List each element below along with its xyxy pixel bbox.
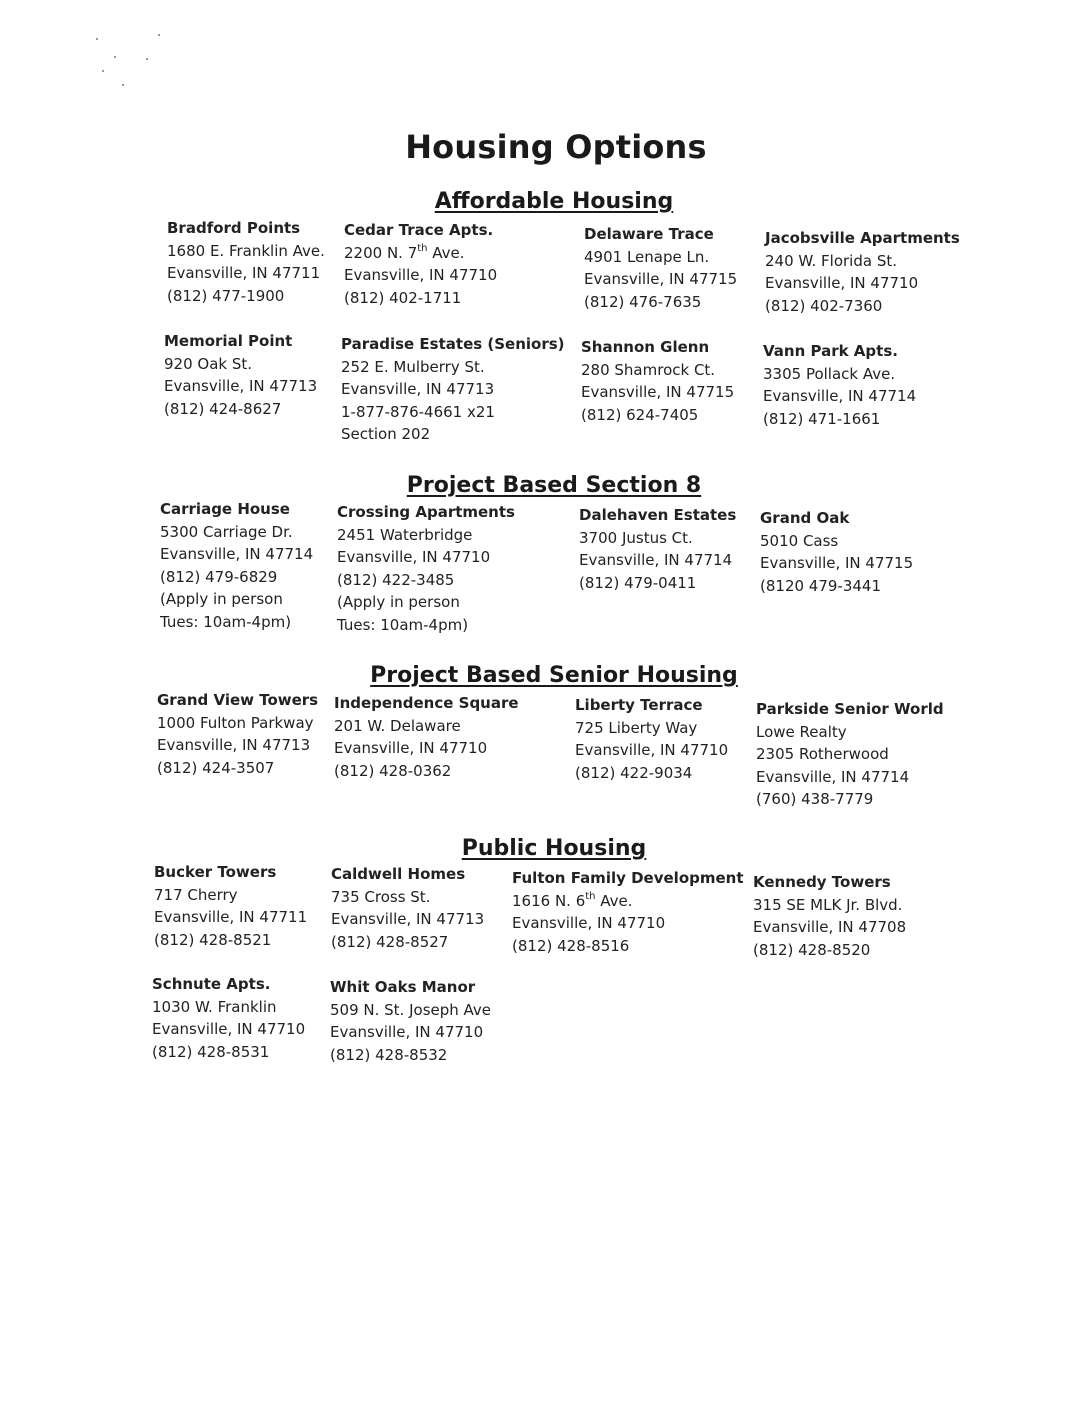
listing-shannon-glenn	[581, 336, 734, 426]
listing-line: Evansville, IN 47710	[337, 548, 491, 566]
listing-name: Bradford Points	[167, 219, 301, 237]
section-title-affordable-housing: Affordable Housing	[434, 189, 674, 214]
listing-line: (812) 402-1711	[344, 288, 462, 307]
listing-schnute-apts	[152, 973, 305, 1063]
listing-name: Caldwell Homes	[331, 865, 466, 883]
listing-line: (Apply in person	[160, 590, 283, 608]
scan-speck	[102, 70, 104, 72]
listing-line: 240 W. Florida St.	[765, 251, 898, 270]
listing-line: 735 Cross St.	[331, 887, 431, 906]
listing-name: Cedar Trace Apts.	[344, 221, 494, 239]
listing-jacobsville-apartments	[765, 227, 960, 317]
listing-line: 920 Oak St.	[164, 354, 253, 373]
listing-line: Evansville, IN 47708	[753, 918, 907, 936]
listing-line: 315 SE MLK Jr. Blvd.	[753, 895, 903, 914]
listing-grand-oak	[760, 507, 913, 597]
listing-line: 2305 Rotherwood	[756, 745, 889, 763]
listing-line: (812) 428-0362	[334, 761, 452, 780]
listing-delaware-trace	[584, 223, 737, 313]
listing-line: Tues: 10am-4pm)	[160, 612, 292, 631]
listing-line: Tues: 10am-4pm)	[337, 615, 469, 634]
listing-line: Evansville, IN 47714	[756, 767, 910, 786]
listing-line: (812) 428-8520	[753, 940, 871, 959]
listing-line: (812) 624-7405	[581, 405, 699, 424]
listing-line: 509 N. St. Joseph Ave	[330, 1000, 492, 1019]
scan-speck	[158, 34, 160, 36]
listing-line: (812) 428-8516	[512, 936, 630, 955]
listing-line: Lowe Realty	[756, 722, 847, 741]
listing-line: Evansville, IN 47715	[581, 383, 735, 401]
listing-line: (812) 424-3507	[157, 758, 275, 777]
listing-line: (812) 479-0411	[579, 573, 697, 592]
listing-carriage-house	[160, 498, 313, 633]
listing-line: Evansville, IN 47713	[157, 736, 311, 754]
listing-line: 5300 Carriage Dr.	[160, 522, 293, 541]
listing-line: 252 E. Mulberry St.	[341, 357, 485, 376]
listing-line: Evansville, IN 47710	[765, 274, 919, 292]
listing-dalehaven-estates	[579, 504, 736, 594]
listing-memorial-point	[164, 330, 317, 420]
listing-line: (812) 428-8532	[330, 1045, 448, 1064]
listing-line: Evansville, IN 47713	[341, 380, 495, 398]
listing-cedar-trace-apts	[344, 219, 497, 309]
listing-line: Evansville, IN 47710	[330, 1023, 484, 1041]
listing-name: Delaware Trace	[584, 225, 714, 243]
listing-line: (812) 428-8521	[154, 930, 272, 949]
listing-line: Evansville, IN 47711	[154, 908, 308, 926]
listing-line: 5010 Cass	[760, 531, 839, 550]
section-title-project-based-section-8: Project Based Section 8	[406, 473, 702, 498]
listing-line: 4901 Lenape Ln.	[584, 247, 710, 266]
listing-line: Section 202	[341, 425, 431, 443]
listing-name: Schnute Apts.	[152, 975, 271, 993]
listing-line: 1680 E. Franklin Ave.	[167, 241, 325, 260]
scan-speck	[114, 56, 116, 58]
listing-line: (812) 422-3485	[337, 570, 455, 589]
listing-line: Evansville, IN 47715	[760, 554, 914, 572]
listing-line: 1000 Fulton Parkway	[157, 713, 314, 732]
listing-line: Evansville, IN 47714	[579, 551, 733, 569]
listing-name: Paradise Estates (Seniors)	[341, 335, 565, 353]
scan-speck	[96, 38, 98, 40]
listing-line: 725 Liberty Way	[575, 718, 698, 737]
listing-crossing-apartments	[337, 501, 515, 636]
listing-grand-view-towers	[157, 689, 318, 779]
scan-speck	[146, 58, 148, 60]
listing-line: 1030 W. Franklin	[152, 997, 277, 1016]
scan-specks	[92, 30, 192, 100]
listing-name: Fulton Family Development	[512, 869, 744, 887]
listing-parkside-senior-world	[756, 698, 944, 811]
listing-line: (812) 471-1661	[763, 409, 881, 428]
listing-name: Jacobsville Apartments	[765, 229, 960, 247]
listing-line: (812) 422-9034	[575, 763, 693, 782]
listing-name: Grand Oak	[760, 509, 850, 527]
listing-fulton-family-development	[512, 867, 744, 957]
listing-line: Evansville, IN 47715	[584, 270, 738, 288]
listing-line: Evansville, IN 47714	[160, 545, 314, 563]
listing-line: Evansville, IN 47711	[167, 264, 321, 282]
listing-line: 3700 Justus Ct.	[579, 528, 693, 547]
listing-name: Vann Park Apts.	[763, 342, 898, 360]
listing-line: (812) 424-8627	[164, 399, 282, 418]
section-title-project-based-senior-housing: Project Based Senior Housing	[370, 663, 738, 688]
listing-line: (812) 476-7635	[584, 292, 702, 311]
listing-caldwell-homes	[331, 863, 484, 953]
listing-line: (812) 479-6829	[160, 567, 278, 586]
listing-name: Dalehaven Estates	[579, 506, 737, 524]
listing-line: 2200 N. 7th Ave.	[344, 242, 465, 262]
listing-line: 3305 Pollack Ave.	[763, 364, 896, 383]
page-title: Housing Options	[405, 128, 707, 166]
listing-name: Kennedy Towers	[753, 873, 891, 891]
listing-line: Evansville, IN 47710	[334, 739, 488, 757]
listing-independence-square	[334, 692, 519, 782]
listing-vann-park-apts	[763, 340, 916, 430]
listing-line: 1-877-876-4661 x21	[341, 402, 495, 421]
listing-line: 280 Shamrock Ct.	[581, 360, 716, 379]
listing-line: Evansville, IN 47710	[512, 914, 666, 932]
listing-line: (8120 479-3441	[760, 576, 882, 595]
listing-name: Independence Square	[334, 694, 519, 712]
listing-line: Evansville, IN 47710	[575, 741, 729, 759]
listing-name: Bucker Towers	[154, 863, 277, 881]
scan-speck	[122, 84, 124, 86]
listing-line: 717 Cherry	[154, 885, 238, 904]
listing-line: (760) 438-7779	[756, 790, 874, 808]
listing-line: (Apply in person	[337, 593, 460, 611]
listing-paradise-estates	[341, 333, 565, 446]
listing-name: Parkside Senior World	[756, 700, 944, 718]
listing-bradford-points	[167, 217, 325, 307]
listing-name: Shannon Glenn	[581, 338, 710, 356]
listing-bucker-towers	[154, 861, 307, 951]
listing-line: (812) 428-8531	[152, 1042, 270, 1061]
listing-line: 1616 N. 6th Ave.	[512, 890, 633, 910]
listing-line: Evansville, IN 47713	[164, 377, 318, 395]
listing-name: Grand View Towers	[157, 691, 319, 709]
listing-liberty-terrace	[575, 694, 728, 784]
listing-line: Evansville, IN 47714	[763, 387, 917, 405]
listing-line: Evansville, IN 47710	[152, 1020, 306, 1038]
listing-line: Evansville, IN 47710	[344, 266, 498, 284]
listing-line: (812) 402-7360	[765, 296, 883, 315]
listing-name: Memorial Point	[164, 332, 293, 350]
listing-line: (812) 477-1900	[167, 286, 285, 305]
listing-name: Liberty Terrace	[575, 696, 703, 714]
listing-line: 201 W. Delaware	[334, 716, 461, 735]
listing-whit-oaks-manor	[330, 976, 491, 1066]
listing-line: (812) 428-8527	[331, 932, 449, 951]
listing-line: Evansville, IN 47713	[331, 910, 485, 928]
section-title-public-housing: Public Housing	[461, 836, 647, 861]
listing-name: Carriage House	[160, 500, 290, 518]
listing-name: Crossing Apartments	[337, 503, 515, 521]
listing-line: 2451 Waterbridge	[337, 525, 473, 544]
listing-name: Whit Oaks Manor	[330, 978, 476, 996]
listing-kennedy-towers	[753, 871, 906, 961]
